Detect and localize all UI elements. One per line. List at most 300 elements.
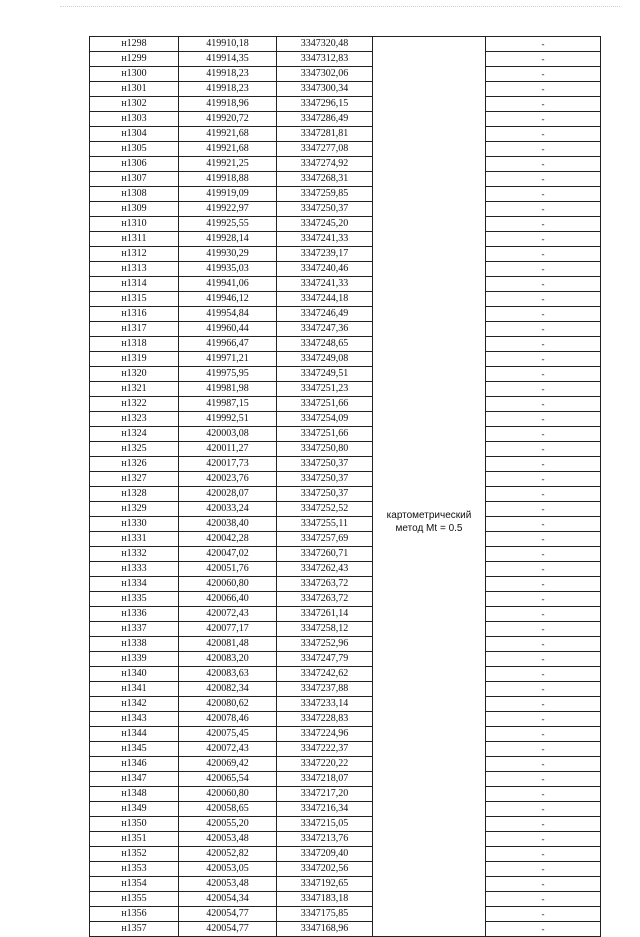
point-id-cell: н1351 <box>90 832 179 847</box>
x-coordinate-cell: 420052,82 <box>179 847 277 862</box>
accuracy-cell: - <box>486 52 601 67</box>
point-id-cell: н1348 <box>90 787 179 802</box>
accuracy-cell: - <box>486 727 601 742</box>
point-id-cell: н1333 <box>90 562 179 577</box>
accuracy-cell: - <box>486 157 601 172</box>
y-coordinate-cell: 3347242,62 <box>277 667 373 682</box>
y-coordinate-cell: 3347216,34 <box>277 802 373 817</box>
point-id-cell: н1339 <box>90 652 179 667</box>
y-coordinate-cell: 3347254,09 <box>277 412 373 427</box>
x-coordinate-cell: 420003,08 <box>179 427 277 442</box>
x-coordinate-cell: 420017,73 <box>179 457 277 472</box>
accuracy-cell: - <box>486 277 601 292</box>
table-row <box>90 292 601 307</box>
x-coordinate-cell: 420042,28 <box>179 532 277 547</box>
x-coordinate-cell: 420080,62 <box>179 697 277 712</box>
y-coordinate-cell: 3347222,37 <box>277 742 373 757</box>
point-id-cell: н1344 <box>90 727 179 742</box>
table-row <box>90 517 601 532</box>
accuracy-cell: - <box>486 892 601 907</box>
accuracy-cell: - <box>486 127 601 142</box>
accuracy-cell: - <box>486 682 601 697</box>
point-id-cell: н1315 <box>90 292 179 307</box>
accuracy-cell: - <box>486 67 601 82</box>
y-coordinate-cell: 3347246,49 <box>277 307 373 322</box>
point-id-cell: н1311 <box>90 232 179 247</box>
x-coordinate-cell: 419930,29 <box>179 247 277 262</box>
y-coordinate-cell: 3347263,72 <box>277 592 373 607</box>
x-coordinate-cell: 419966,47 <box>179 337 277 352</box>
x-coordinate-cell: 420072,43 <box>179 607 277 622</box>
x-coordinate-cell: 419981,98 <box>179 382 277 397</box>
y-coordinate-cell: 3347251,23 <box>277 382 373 397</box>
x-coordinate-cell: 420038,40 <box>179 517 277 532</box>
table-row <box>90 322 601 337</box>
table-row <box>90 592 601 607</box>
table-row <box>90 667 601 682</box>
x-coordinate-cell: 419960,44 <box>179 322 277 337</box>
table-row <box>90 382 601 397</box>
x-coordinate-cell: 420078,46 <box>179 712 277 727</box>
table-row <box>90 862 601 877</box>
coordinates-table <box>89 36 601 937</box>
accuracy-cell: - <box>486 562 601 577</box>
accuracy-cell: - <box>486 97 601 112</box>
x-coordinate-cell: 419921,68 <box>179 142 277 157</box>
point-id-cell: н1353 <box>90 862 179 877</box>
x-coordinate-cell: 419987,15 <box>179 397 277 412</box>
y-coordinate-cell: 3347241,33 <box>277 277 373 292</box>
x-coordinate-cell: 420051,76 <box>179 562 277 577</box>
table-row <box>90 697 601 712</box>
accuracy-cell: - <box>486 607 601 622</box>
point-id-cell: н1338 <box>90 637 179 652</box>
accuracy-cell: - <box>486 592 601 607</box>
accuracy-cell: - <box>486 667 601 682</box>
x-coordinate-cell: 419922,97 <box>179 202 277 217</box>
table-row <box>90 52 601 67</box>
accuracy-cell: - <box>486 112 601 127</box>
x-coordinate-cell: 420053,48 <box>179 832 277 847</box>
method-line-2: метод Mt = 0.5 <box>395 522 463 534</box>
accuracy-cell: - <box>486 517 601 532</box>
y-coordinate-cell: 3347218,07 <box>277 772 373 787</box>
y-coordinate-cell: 3347251,66 <box>277 397 373 412</box>
table-row <box>90 682 601 697</box>
accuracy-cell: - <box>486 487 601 502</box>
x-coordinate-cell: 419954,84 <box>179 307 277 322</box>
x-coordinate-cell: 420072,43 <box>179 742 277 757</box>
accuracy-cell: - <box>486 142 601 157</box>
method-line-1: картометрический <box>386 509 472 521</box>
table-row <box>90 427 601 442</box>
y-coordinate-cell: 3347245,20 <box>277 217 373 232</box>
accuracy-cell: - <box>486 622 601 637</box>
point-id-cell: н1300 <box>90 67 179 82</box>
x-coordinate-cell: 419971,21 <box>179 352 277 367</box>
table-row <box>90 487 601 502</box>
x-coordinate-cell: 419941,06 <box>179 277 277 292</box>
accuracy-cell: - <box>486 907 601 922</box>
y-coordinate-cell: 3347220,22 <box>277 757 373 772</box>
y-coordinate-cell: 3347255,11 <box>277 517 373 532</box>
table-row <box>90 397 601 412</box>
point-id-cell: н1325 <box>90 442 179 457</box>
table-row <box>90 832 601 847</box>
x-coordinate-cell: 419920,72 <box>179 112 277 127</box>
accuracy-cell: - <box>486 787 601 802</box>
point-id-cell: н1330 <box>90 517 179 532</box>
point-id-cell: н1354 <box>90 877 179 892</box>
x-coordinate-cell: 420047,02 <box>179 547 277 562</box>
y-coordinate-cell: 3347247,79 <box>277 652 373 667</box>
table-row <box>90 757 601 772</box>
accuracy-cell: - <box>486 577 601 592</box>
accuracy-cell: - <box>486 232 601 247</box>
accuracy-cell: - <box>486 172 601 187</box>
x-coordinate-cell: 419918,23 <box>179 67 277 82</box>
point-id-cell: н1298 <box>90 37 179 52</box>
table-row <box>90 547 601 562</box>
y-coordinate-cell: 3347277,08 <box>277 142 373 157</box>
accuracy-cell: - <box>486 367 601 382</box>
table-row <box>90 367 601 382</box>
point-id-cell: н1356 <box>90 907 179 922</box>
y-coordinate-cell: 3347237,88 <box>277 682 373 697</box>
x-coordinate-cell: 419914,35 <box>179 52 277 67</box>
accuracy-cell: - <box>486 337 601 352</box>
y-coordinate-cell: 3347252,52 <box>277 502 373 517</box>
y-coordinate-cell: 3347215,05 <box>277 817 373 832</box>
accuracy-cell: - <box>486 697 601 712</box>
table-row <box>90 847 601 862</box>
point-id-cell: н1328 <box>90 487 179 502</box>
accuracy-cell: - <box>486 322 601 337</box>
table-row <box>90 247 601 262</box>
table-row <box>90 607 601 622</box>
point-id-cell: н1327 <box>90 472 179 487</box>
coordinates-table-body <box>90 37 601 937</box>
accuracy-cell: - <box>486 502 601 517</box>
table-row <box>90 277 601 292</box>
table-row <box>90 742 601 757</box>
point-id-cell: н1310 <box>90 217 179 232</box>
accuracy-cell: - <box>486 472 601 487</box>
point-id-cell: н1334 <box>90 577 179 592</box>
y-coordinate-cell: 3347244,18 <box>277 292 373 307</box>
point-id-cell: н1352 <box>90 847 179 862</box>
table-row <box>90 352 601 367</box>
table-row <box>90 82 601 97</box>
table-row <box>90 712 601 727</box>
accuracy-cell: - <box>486 772 601 787</box>
y-coordinate-cell: 3347250,37 <box>277 457 373 472</box>
x-coordinate-cell: 420054,77 <box>179 922 277 937</box>
y-coordinate-cell: 3347209,40 <box>277 847 373 862</box>
x-coordinate-cell: 420023,76 <box>179 472 277 487</box>
y-coordinate-cell: 3347213,76 <box>277 832 373 847</box>
point-id-cell: н1305 <box>90 142 179 157</box>
point-id-cell: н1312 <box>90 247 179 262</box>
x-coordinate-cell: 420028,07 <box>179 487 277 502</box>
x-coordinate-cell: 420083,63 <box>179 667 277 682</box>
table-row <box>90 472 601 487</box>
y-coordinate-cell: 3347247,36 <box>277 322 373 337</box>
point-id-cell: н1301 <box>90 82 179 97</box>
point-id-cell: н1342 <box>90 697 179 712</box>
y-coordinate-cell: 3347250,37 <box>277 202 373 217</box>
accuracy-cell: - <box>486 382 601 397</box>
accuracy-cell: - <box>486 217 601 232</box>
accuracy-cell: - <box>486 307 601 322</box>
point-id-cell: н1320 <box>90 367 179 382</box>
x-coordinate-cell: 420054,77 <box>179 907 277 922</box>
x-coordinate-cell: 419935,03 <box>179 262 277 277</box>
point-id-cell: н1336 <box>90 607 179 622</box>
point-id-cell: н1304 <box>90 127 179 142</box>
accuracy-cell: - <box>486 247 601 262</box>
point-id-cell: н1331 <box>90 532 179 547</box>
y-coordinate-cell: 3347252,96 <box>277 637 373 652</box>
y-coordinate-cell: 3347281,81 <box>277 127 373 142</box>
y-coordinate-cell: 3347258,12 <box>277 622 373 637</box>
y-coordinate-cell: 3347286,49 <box>277 112 373 127</box>
accuracy-cell: - <box>486 742 601 757</box>
accuracy-cell: - <box>486 352 601 367</box>
accuracy-cell: - <box>486 712 601 727</box>
point-id-cell: н1318 <box>90 337 179 352</box>
point-id-cell: н1326 <box>90 457 179 472</box>
x-coordinate-cell: 420054,34 <box>179 892 277 907</box>
accuracy-cell: - <box>486 637 601 652</box>
y-coordinate-cell: 3347217,20 <box>277 787 373 802</box>
table-row <box>90 877 601 892</box>
y-coordinate-cell: 3347228,83 <box>277 712 373 727</box>
table-row <box>90 217 601 232</box>
table-row <box>90 232 601 247</box>
y-coordinate-cell: 3347240,46 <box>277 262 373 277</box>
table-row <box>90 337 601 352</box>
method-cell <box>373 37 486 937</box>
x-coordinate-cell: 419928,14 <box>179 232 277 247</box>
point-id-cell: н1314 <box>90 277 179 292</box>
y-coordinate-cell: 3347250,37 <box>277 472 373 487</box>
table-row <box>90 442 601 457</box>
point-id-cell: н1343 <box>90 712 179 727</box>
accuracy-cell: - <box>486 457 601 472</box>
y-coordinate-cell: 3347259,85 <box>277 187 373 202</box>
point-id-cell: н1347 <box>90 772 179 787</box>
table-row <box>90 262 601 277</box>
y-coordinate-cell: 3347248,65 <box>277 337 373 352</box>
y-coordinate-cell: 3347262,43 <box>277 562 373 577</box>
y-coordinate-cell: 3347268,31 <box>277 172 373 187</box>
y-coordinate-cell: 3347274,92 <box>277 157 373 172</box>
y-coordinate-cell: 3347250,37 <box>277 487 373 502</box>
point-id-cell: н1316 <box>90 307 179 322</box>
accuracy-cell: - <box>486 547 601 562</box>
point-id-cell: н1355 <box>90 892 179 907</box>
x-coordinate-cell: 420081,48 <box>179 637 277 652</box>
y-coordinate-cell: 3347250,80 <box>277 442 373 457</box>
point-id-cell: н1329 <box>90 502 179 517</box>
accuracy-cell: - <box>486 877 601 892</box>
point-id-cell: н1322 <box>90 397 179 412</box>
x-coordinate-cell: 420066,40 <box>179 592 277 607</box>
y-coordinate-cell: 3347168,96 <box>277 922 373 937</box>
x-coordinate-cell: 419925,55 <box>179 217 277 232</box>
table-row <box>90 502 601 517</box>
accuracy-cell: - <box>486 262 601 277</box>
table-row <box>90 772 601 787</box>
x-coordinate-cell: 419946,12 <box>179 292 277 307</box>
point-id-cell: н1337 <box>90 622 179 637</box>
table-row <box>90 532 601 547</box>
x-coordinate-cell: 420058,65 <box>179 802 277 817</box>
y-coordinate-cell: 3347233,14 <box>277 697 373 712</box>
accuracy-cell: - <box>486 187 601 202</box>
table-row <box>90 562 601 577</box>
y-coordinate-cell: 3347239,17 <box>277 247 373 262</box>
x-coordinate-cell: 420053,48 <box>179 877 277 892</box>
table-row <box>90 787 601 802</box>
accuracy-cell: - <box>486 847 601 862</box>
table-row <box>90 457 601 472</box>
table-row <box>90 577 601 592</box>
accuracy-cell: - <box>486 427 601 442</box>
point-id-cell: н1303 <box>90 112 179 127</box>
accuracy-cell: - <box>486 757 601 772</box>
table-row <box>90 922 601 937</box>
y-coordinate-cell: 3347261,14 <box>277 607 373 622</box>
table-row <box>90 802 601 817</box>
accuracy-cell: - <box>486 292 601 307</box>
table-row <box>90 622 601 637</box>
table-row <box>90 67 601 82</box>
x-coordinate-cell: 420075,45 <box>179 727 277 742</box>
y-coordinate-cell: 3347249,51 <box>277 367 373 382</box>
table-row <box>90 892 601 907</box>
accuracy-cell: - <box>486 922 601 937</box>
x-coordinate-cell: 420060,80 <box>179 577 277 592</box>
point-id-cell: н1319 <box>90 352 179 367</box>
point-id-cell: н1341 <box>90 682 179 697</box>
point-id-cell: н1346 <box>90 757 179 772</box>
x-coordinate-cell: 419918,88 <box>179 172 277 187</box>
table-row <box>90 307 601 322</box>
x-coordinate-cell: 420060,80 <box>179 787 277 802</box>
accuracy-cell: - <box>486 397 601 412</box>
point-id-cell: н1306 <box>90 157 179 172</box>
y-coordinate-cell: 3347249,08 <box>277 352 373 367</box>
accuracy-cell: - <box>486 802 601 817</box>
accuracy-cell: - <box>486 832 601 847</box>
accuracy-cell: - <box>486 652 601 667</box>
table-row <box>90 97 601 112</box>
x-coordinate-cell: 419919,09 <box>179 187 277 202</box>
table-row <box>90 127 601 142</box>
point-id-cell: н1340 <box>90 667 179 682</box>
point-id-cell: н1317 <box>90 322 179 337</box>
x-coordinate-cell: 420033,24 <box>179 502 277 517</box>
x-coordinate-cell: 420069,42 <box>179 757 277 772</box>
y-coordinate-cell: 3347202,56 <box>277 862 373 877</box>
x-coordinate-cell: 420083,20 <box>179 652 277 667</box>
x-coordinate-cell: 419992,51 <box>179 412 277 427</box>
table-row <box>90 187 601 202</box>
y-coordinate-cell: 3347192,65 <box>277 877 373 892</box>
x-coordinate-cell: 420082,34 <box>179 682 277 697</box>
point-id-cell: н1313 <box>90 262 179 277</box>
table-row <box>90 142 601 157</box>
x-coordinate-cell: 419910,18 <box>179 37 277 52</box>
x-coordinate-cell: 420011,27 <box>179 442 277 457</box>
y-coordinate-cell: 3347257,69 <box>277 532 373 547</box>
y-coordinate-cell: 3347302,06 <box>277 67 373 82</box>
point-id-cell: н1335 <box>90 592 179 607</box>
x-coordinate-cell: 420077,17 <box>179 622 277 637</box>
x-coordinate-cell: 420055,20 <box>179 817 277 832</box>
table-row <box>90 157 601 172</box>
x-coordinate-cell: 419918,23 <box>179 82 277 97</box>
y-coordinate-cell: 3347224,96 <box>277 727 373 742</box>
accuracy-cell: - <box>486 532 601 547</box>
y-coordinate-cell: 3347251,66 <box>277 427 373 442</box>
y-coordinate-cell: 3347241,33 <box>277 232 373 247</box>
table-row <box>90 37 601 52</box>
x-coordinate-cell: 419975,95 <box>179 367 277 382</box>
table-row <box>90 637 601 652</box>
table-row <box>90 907 601 922</box>
x-coordinate-cell: 419921,68 <box>179 127 277 142</box>
y-coordinate-cell: 3347320,48 <box>277 37 373 52</box>
point-id-cell: н1345 <box>90 742 179 757</box>
x-coordinate-cell: 419918,96 <box>179 97 277 112</box>
x-coordinate-cell: 420065,54 <box>179 772 277 787</box>
y-coordinate-cell: 3347296,15 <box>277 97 373 112</box>
y-coordinate-cell: 3347183,18 <box>277 892 373 907</box>
table-row <box>90 202 601 217</box>
y-coordinate-cell: 3347260,71 <box>277 547 373 562</box>
table-row <box>90 412 601 427</box>
y-coordinate-cell: 3347263,72 <box>277 577 373 592</box>
table-row <box>90 652 601 667</box>
y-coordinate-cell: 3347312,83 <box>277 52 373 67</box>
accuracy-cell: - <box>486 442 601 457</box>
x-coordinate-cell: 419921,25 <box>179 157 277 172</box>
point-id-cell: н1349 <box>90 802 179 817</box>
accuracy-cell: - <box>486 817 601 832</box>
table-row <box>90 112 601 127</box>
point-id-cell: н1299 <box>90 52 179 67</box>
point-id-cell: н1357 <box>90 922 179 937</box>
point-id-cell: н1323 <box>90 412 179 427</box>
y-coordinate-cell: 3347300,34 <box>277 82 373 97</box>
table-row <box>90 727 601 742</box>
point-id-cell: н1332 <box>90 547 179 562</box>
x-coordinate-cell: 420053,05 <box>179 862 277 877</box>
point-id-cell: н1321 <box>90 382 179 397</box>
point-id-cell: н1309 <box>90 202 179 217</box>
accuracy-cell: - <box>486 82 601 97</box>
y-coordinate-cell: 3347175,85 <box>277 907 373 922</box>
point-id-cell: н1308 <box>90 187 179 202</box>
accuracy-cell: - <box>486 37 601 52</box>
point-id-cell: н1350 <box>90 817 179 832</box>
point-id-cell: н1307 <box>90 172 179 187</box>
table-row <box>90 817 601 832</box>
scan-noise <box>60 6 620 13</box>
